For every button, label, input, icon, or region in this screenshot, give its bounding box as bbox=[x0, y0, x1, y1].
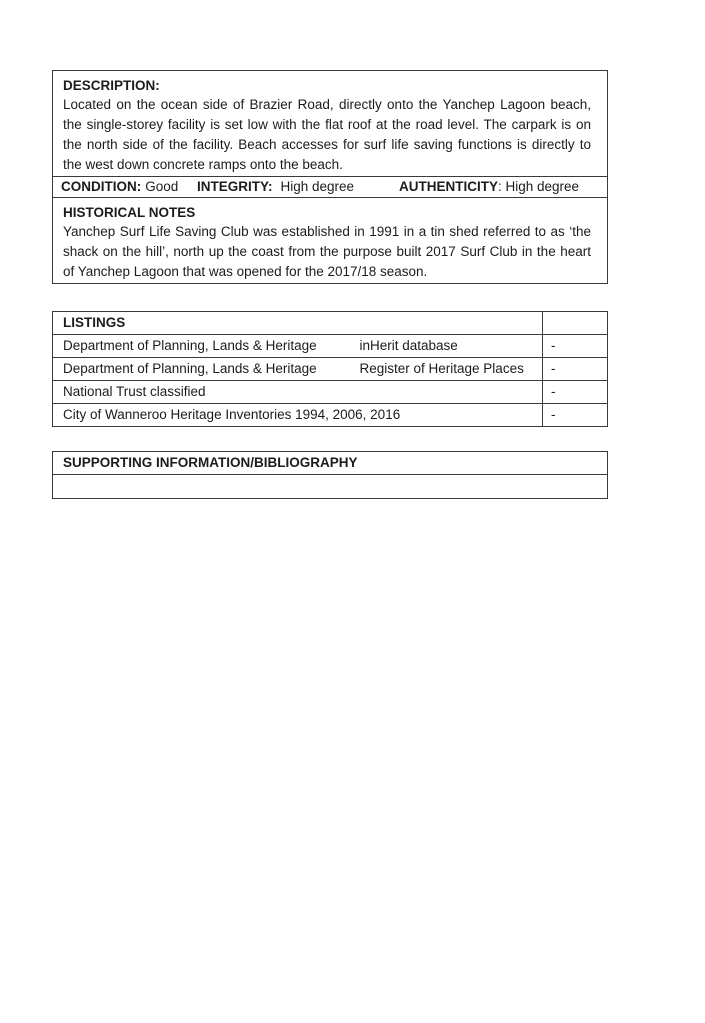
condition-row bbox=[53, 176, 607, 198]
table-row bbox=[53, 403, 607, 426]
condition-value: Good bbox=[145, 178, 179, 194]
integrity-field bbox=[197, 177, 354, 198]
listing-detail: Register of Heritage Places bbox=[359, 360, 524, 376]
listing-status: - bbox=[542, 404, 607, 426]
table-row bbox=[53, 334, 607, 357]
listings-table bbox=[52, 311, 608, 427]
listing-org: City of Wanneroo Heritage Inventories 1994, 2006, 2016 bbox=[63, 407, 401, 422]
integrity-value: High degree bbox=[280, 178, 355, 194]
listing-status: - bbox=[542, 335, 607, 357]
listing-org: National Trust classified bbox=[63, 384, 206, 399]
historical-notes-heading: HISTORICAL NOTES bbox=[63, 205, 196, 220]
listing-org: Department of Planning, Lands & Heritage bbox=[63, 338, 317, 353]
historical-notes-section bbox=[53, 197, 607, 283]
condition-field bbox=[61, 177, 178, 198]
supporting-empty-row bbox=[53, 474, 607, 499]
listings-title: LISTINGS bbox=[63, 315, 126, 330]
listing-org-cell bbox=[53, 358, 542, 380]
listing-status: - bbox=[542, 358, 607, 380]
historical-notes-text: Yanchep Surf Life Saving Club was established in 1991 in a tin shed referred to as ‘the shack on the hill’, north up the coast from the purpose built 2017 Surf Club in the heart of Yanchep Lagoon that was opened for the 2017/18 season. bbox=[63, 224, 591, 279]
authenticity-field bbox=[399, 177, 579, 198]
supporting-table bbox=[52, 451, 608, 500]
integrity-label: INTEGRITY: bbox=[197, 178, 273, 194]
authenticity-value: : High degree bbox=[498, 178, 580, 194]
listing-org-cell bbox=[53, 404, 542, 426]
listing-org-cell bbox=[53, 381, 542, 403]
listings-status-header-cell bbox=[542, 312, 607, 334]
description-text: Located on the ocean side of Brazier Road, directly onto the Yanchep Lagoon beach, the single-storey facility is set low with the flat roof at the road level. The carpark is on the north side of the facility. Beach accesses for surf life saving functions is directly to the west down concrete ramps onto the beach. bbox=[63, 97, 591, 172]
description-heading: DESCRIPTION: bbox=[63, 78, 160, 93]
listing-org: Department of Planning, Lands & Heritage bbox=[63, 361, 317, 376]
description-section bbox=[53, 71, 607, 176]
description-table bbox=[52, 70, 608, 284]
listings-header-row bbox=[53, 312, 607, 334]
supporting-title: SUPPORTING INFORMATION/BIBLIOGRAPHY bbox=[63, 455, 358, 470]
table-row bbox=[53, 380, 607, 403]
condition-label: CONDITION: bbox=[61, 178, 142, 194]
table-row bbox=[53, 357, 607, 380]
listing-status: - bbox=[542, 381, 607, 403]
document-content bbox=[52, 70, 608, 499]
listing-org-cell bbox=[53, 335, 542, 357]
listing-detail: inHerit database bbox=[359, 337, 458, 353]
authenticity-label: AUTHENTICITY bbox=[399, 178, 498, 194]
